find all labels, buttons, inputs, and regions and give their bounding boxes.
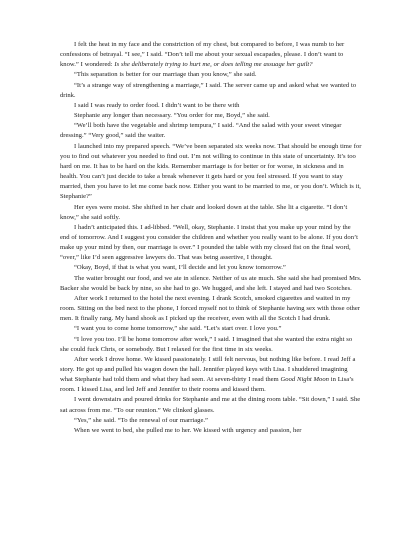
paragraph (60, 70, 362, 80)
text-run: “I love you too. I’ll be home tomorrow after work,” I said. I imagined that she wanted the extra night so she could fuck Chris, or somebody. But I relaxed for the first time in six weeks. (60, 335, 353, 353)
paragraph (60, 416, 362, 426)
text-run: I said I was ready to order food. I didn’t want to be there with (74, 101, 240, 109)
text-run: “Yes,” she said. “To the renewal of our marriage.” (74, 416, 208, 424)
text-run: “I want you to come home tomorrow,” she said. “Let’s start over. I love you.” (74, 325, 282, 333)
paragraph (60, 81, 362, 101)
paragraph (60, 223, 362, 264)
paragraph (60, 101, 362, 111)
paragraph (60, 355, 362, 396)
text-run: Stephanie any longer than necessary. “You order for me, Boyd,” she said. (74, 112, 270, 120)
paragraph (60, 395, 362, 415)
text-run: “It’s a strange way of strengthening a marriage,” I said. The server came up and asked what we wanted to drink. (60, 81, 357, 99)
text-run: I hadn’t anticipated this. I ad-libbed. “Well, okay, Stephanie. I insist that you make up your mind by the end of tomorrow. And I suggest you consider the children and whether you really want to be alone. If you don’t make up your mind by then, our marriage is over.” I pounded the table with my closed fist on the final word, “over,” like I’d seen aggressive lawyers do. That was being assertive, I thought. (60, 223, 358, 262)
paragraph (60, 121, 362, 141)
page-text (60, 40, 362, 436)
paragraph (60, 274, 362, 294)
text-run: I went downstairs and poured drinks for Stephanie and me at the dining room table. “Sit down,” I said. She sat across from me. “To our reunion.” We clinked glasses. (60, 396, 361, 414)
text-run: “This separation is better for our marriage than you know,” she said. (74, 71, 257, 79)
text-run: “Okay, Boyd, if that is what you want, I’ll decide and let you know tomorrow.” (74, 264, 286, 272)
italic-text: Is she deliberately trying to hurt me, or does telling me assuage her guilt? (114, 61, 313, 69)
text-run: Her eyes were moist. She shifted in her chair and looked down at the table. She lit a cigarette. “I don’t know,” she said softly. (60, 203, 348, 221)
text-run: in Lisa’s room. I kissed Lisa, and led Jeff and Jennifer to their rooms and kissed them. (60, 376, 354, 394)
text-run: After work I drove home. We kissed passionately. I still felt nervous, but nothing like before. I read Jeff a story. He got up and pulled his wagon down the hall. Jennifer played keys with Lisa. I shuddered imagining what Stephanie had told them and what they had seen. At seven-thirty I read them (60, 355, 356, 384)
paragraph (60, 111, 362, 121)
text-run: I felt the heat in my face and the constriction of my chest, but compared to before, I was numb to her confessions of betrayal. “I see,” I said. “Don’t tell me about your sexual escapades, please. I don’t want to know.” I wondered: (60, 41, 345, 69)
text-run: When we went to bed, she pulled me to her. We kissed with urgency and passion, her (74, 426, 302, 434)
paragraph (60, 426, 362, 436)
text-run: The waiter brought our food, and we ate in silence. Neither of us ate much. She said she had promised Mrs. Backer she would be back by nine, so she had to go. We hugged, and she left. I stayed and had two Scotches. (60, 274, 362, 292)
italic-text: Good Night Moon (280, 376, 329, 384)
text-run: After work I returned to the hotel the next evening. I drank Scotch, smoked cigarettes and waited in my room. Sitting on the bed next to the phone, I forced myself not to think of Stephanie having sex with those other men. It finally rang. My hand shook as I picked up the receiver, even with all the Scotch I had drunk. (60, 294, 360, 323)
paragraph (60, 294, 362, 324)
paragraph (60, 324, 362, 334)
paragraph (60, 142, 362, 203)
paragraph (60, 203, 362, 223)
text-run: “We’ll both have the vegetable and shrimp tempura,” I said. “And the salad with your sweet vinegar dressing.” “Very good,” said the waiter. (60, 122, 342, 140)
text-run: I launched into my prepared speech. “We’ve been separated six weeks now. That should be enough time for you to find out whatever you needed to find out. I’m not willing to continue in this state of uncertainty. It’s too hard on me. It has to be hard on the kids. Remember marriage is for better or for worse, in sickness and in health. You can’t just decide to take a break whenever it gets hard or you feel stressed. If you want to stay married, then you have to let me come back now. Either you want to be married to me, or you don’t. Which is it, Stephanie?” (60, 142, 362, 201)
paragraph (60, 263, 362, 273)
paragraph (60, 335, 362, 355)
paragraph (60, 40, 362, 70)
